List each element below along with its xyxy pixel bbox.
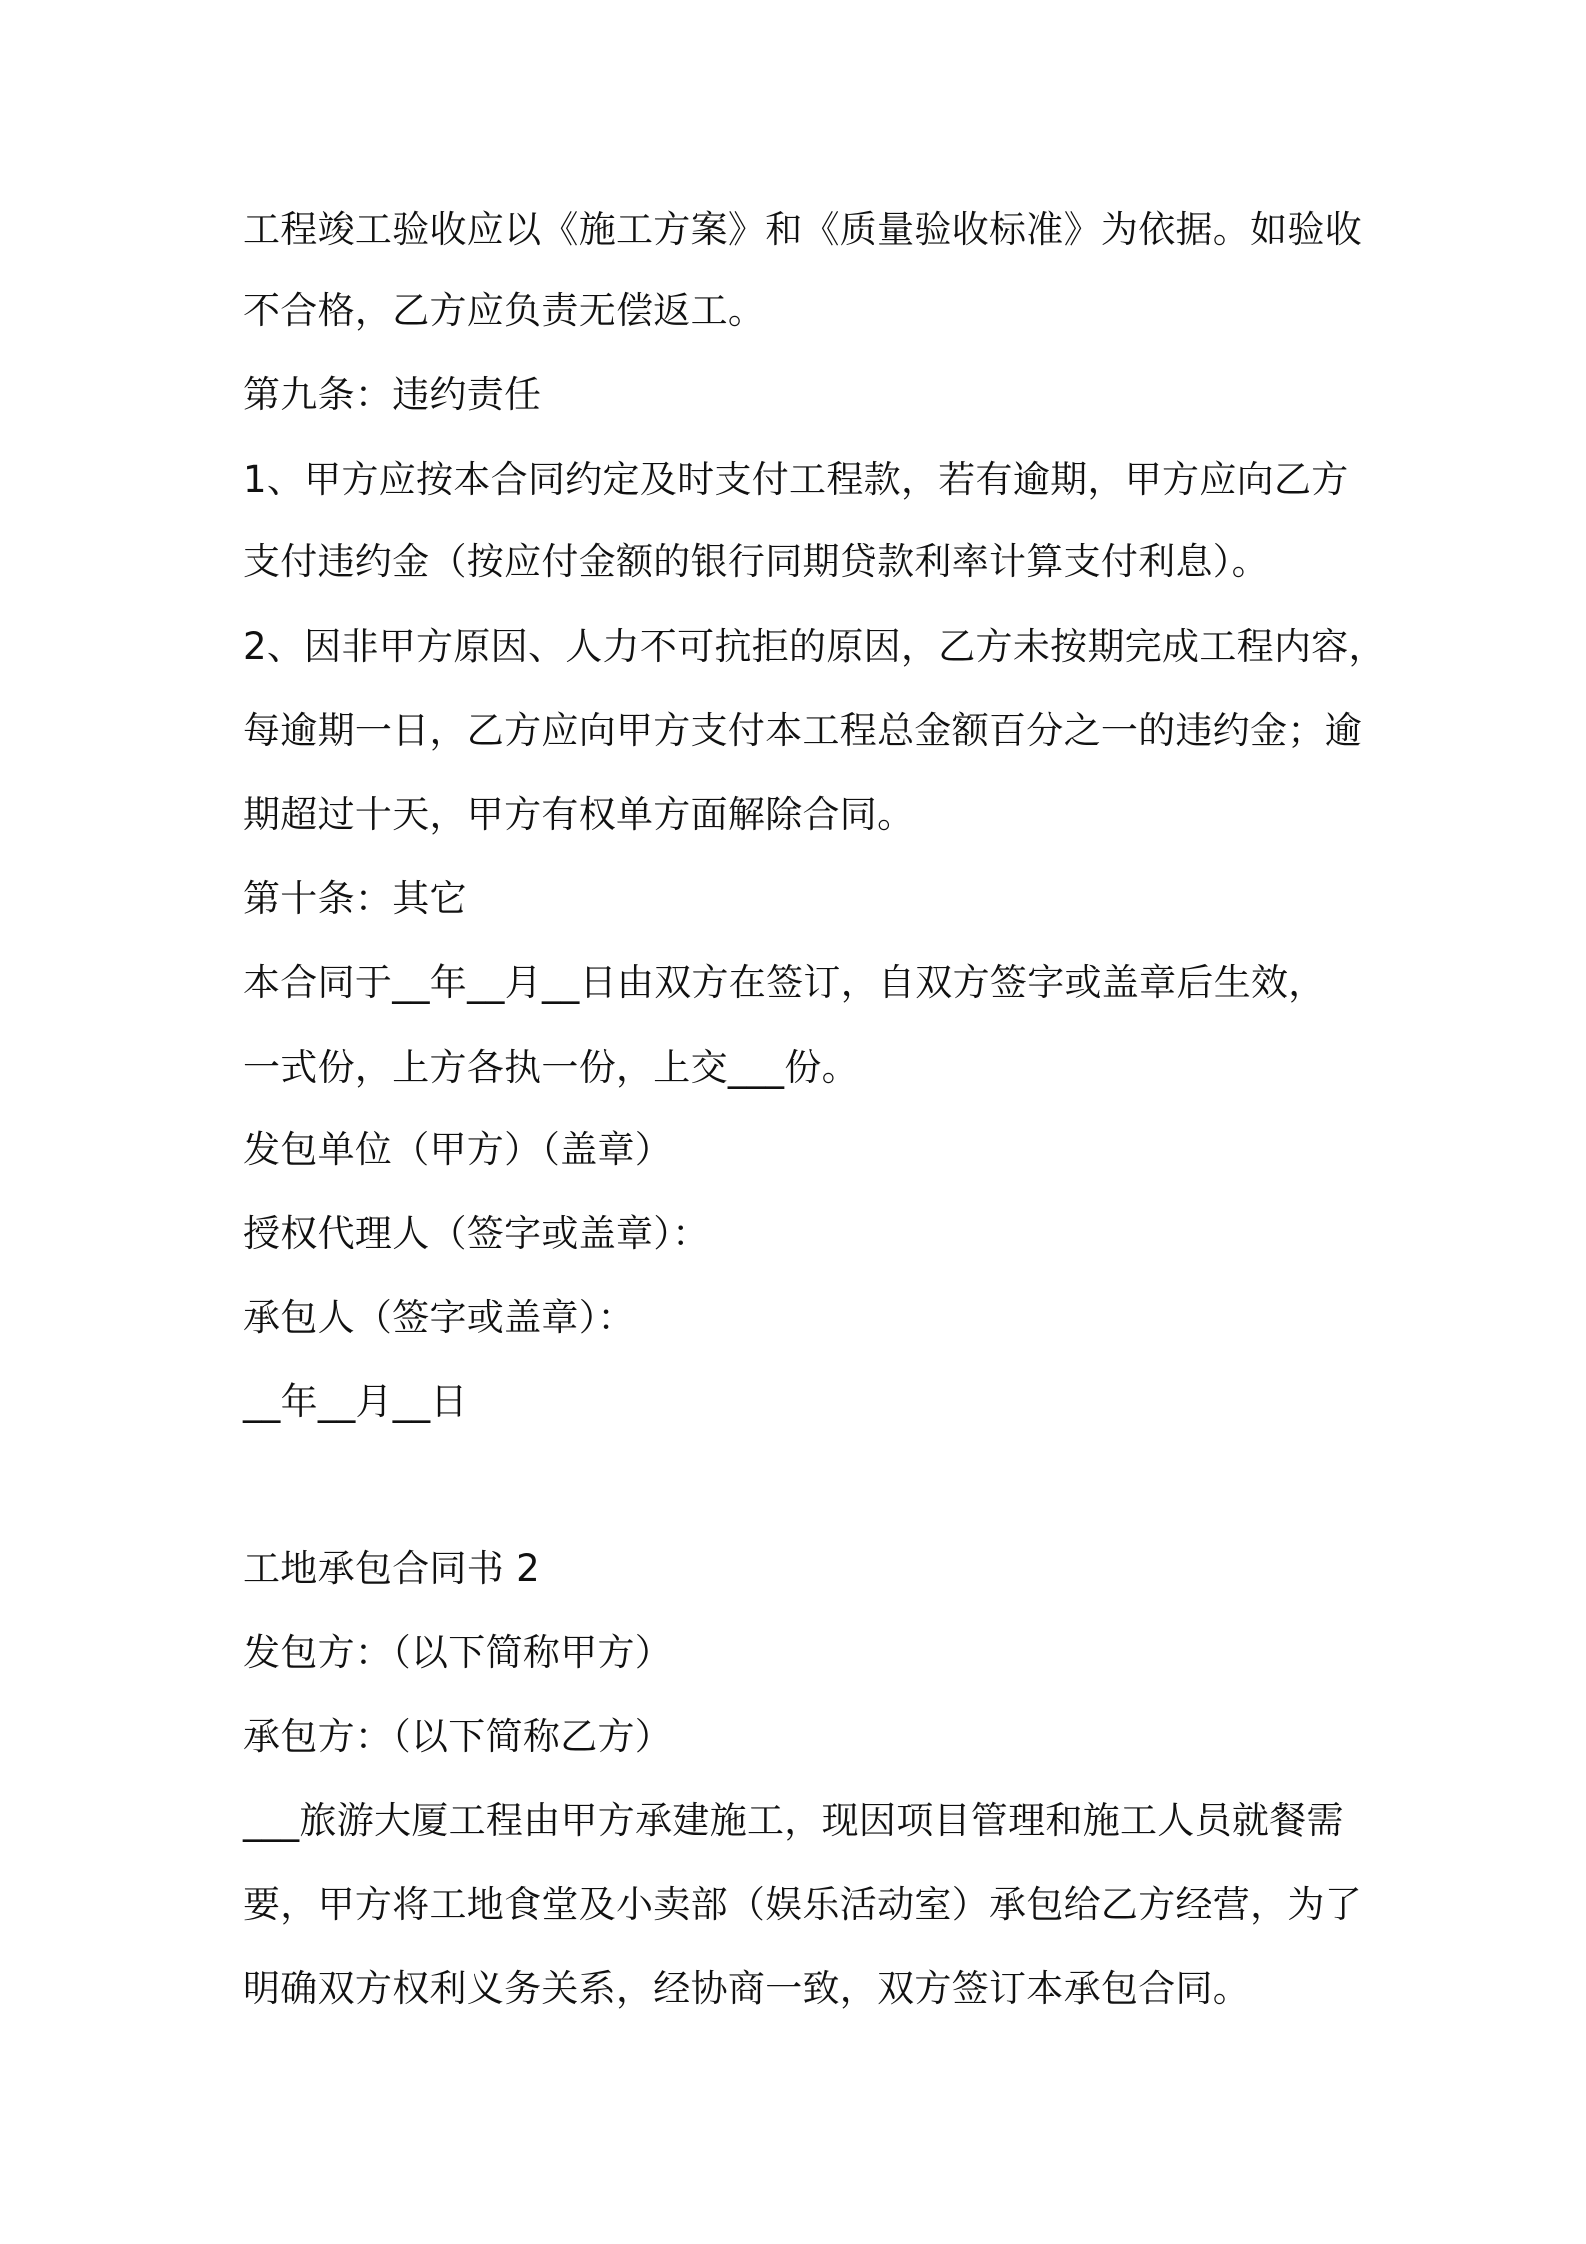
contract-2-party-a: 发包方：（以下简称甲方） — [243, 1631, 673, 1674]
article-9-item-2-line-3: 期超过十天，甲方有权单方面解除合同。 — [243, 793, 915, 836]
contract-2-intro-line-1: ___旅游大厦工程由甲方承建施工，现因项目管理和施工人员就餐需 — [243, 1799, 1344, 1842]
contract-2-party-b: 承包方：（以下简称乙方） — [243, 1715, 673, 1758]
contract-2-intro-line-2: 要，甲方将工地食堂及小卖部（娱乐活动室）承包给乙方经营，为了 — [243, 1883, 1362, 1926]
article-10-heading: 第十条：其它 — [243, 877, 467, 920]
contract-2-title: 工地承包合同书 2 — [243, 1547, 541, 1590]
signature-contractor: 承包人（签字或盖章）： — [243, 1296, 635, 1339]
contract-2-intro-line-3: 明确双方权利义务关系，经协商一致，双方签订本承包合同。 — [243, 1967, 1251, 2010]
signature-date: __年__月__日 — [243, 1380, 468, 1423]
article-10-line-1: 本合同于__年__月__日由双方在签订，自双方签字或盖章后生效， — [243, 961, 1326, 1004]
article-9-item-2-line-1: 2、因非甲方原因、人力不可抗拒的原因，乙方未按期完成工程内容， — [243, 625, 1386, 668]
article-10-line-2: 一式份，上方各执一份，上交___份。 — [243, 1046, 859, 1089]
article-9-heading: 第九条：违约责任 — [243, 373, 542, 416]
signature-employer: 发包单位（甲方）（盖章） — [243, 1128, 673, 1171]
article-9-item-2-line-2: 每逾期一日，乙方应向甲方支付本工程总金额百分之一的违约金；逾 — [243, 709, 1362, 752]
article-9-item-1-line-2: 支付违约金（按应付金额的银行同期贷款利率计算支付利息）。 — [243, 540, 1269, 583]
acceptance-text-line-1: 工程竣工验收应以《施工方案》和《质量验收标准》为依据。如验收 — [243, 208, 1362, 251]
article-9-item-1-line-1: 1、甲方应按本合同约定及时支付工程款，若有逾期，甲方应向乙方 — [243, 458, 1349, 501]
signature-agent: 授权代理人（签字或盖章）： — [243, 1212, 710, 1255]
acceptance-text-line-2: 不合格，乙方应负责无偿返工。 — [243, 289, 766, 332]
